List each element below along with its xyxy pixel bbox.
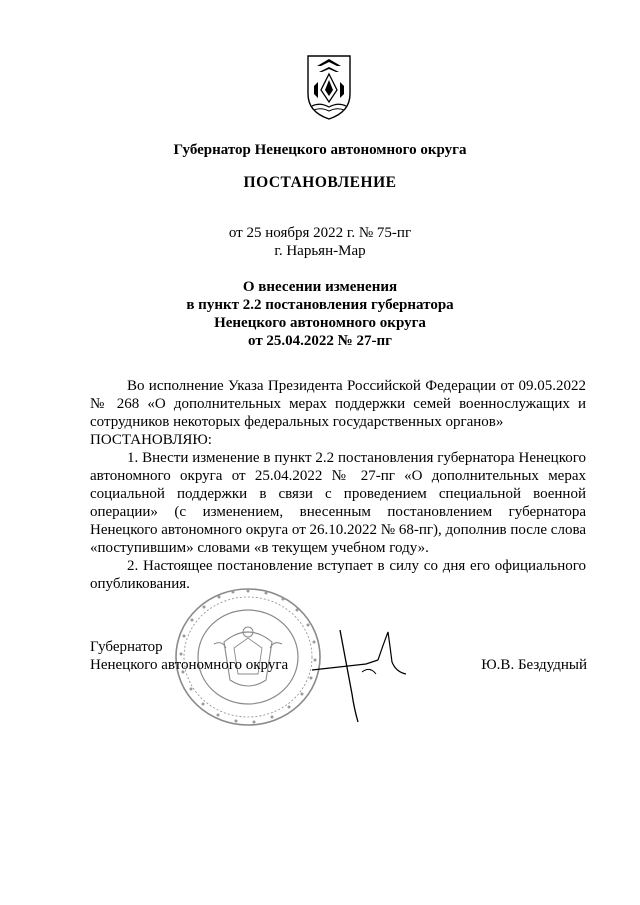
date-number: от 25 ноября 2022 г. № 75-пг [228, 225, 412, 241]
subject-line: в пункт 2.2 постановления губернатора [186, 297, 454, 313]
document-date-block [0, 224, 640, 260]
body-item-2: 2. Настоящее постановление вступает в силу со дня его официального опубликования. [90, 558, 586, 592]
body-intro: Во исполнение Указа Президента Российской Федерации от 09.05.2022 № 268 «О дополнительных мерах поддержки семей военнослужащих и сотрудников некоторых федеральных государственных органов» [90, 378, 586, 430]
document-body [90, 377, 586, 593]
subject-line: от 25.04.2022 № 27-пг [248, 333, 392, 349]
nenets-coat-of-arms-icon [304, 52, 354, 122]
city: г. Нарьян-Мар [274, 243, 366, 259]
signatory-title [90, 638, 288, 674]
signatory-title-line: Ненецкого автономного округа [90, 657, 289, 673]
subject-line: Ненецкого автономного округа [214, 315, 426, 331]
document-type: ПОСТАНОВЛЕНИЕ [243, 174, 397, 191]
subject-line: О внесении изменения [242, 279, 398, 295]
signatory-title-line: Губернатор [90, 639, 163, 655]
body-item-1: 1. Внести изменение в пункт 2.2 постановления губернатора Ненецкого автономного округа от 25.04.2022 № 27-пг «О дополнительных мерах социальной поддержки в связи с проведением специальной военной операции» (с изменением, внесенным постановлением губернатора Ненецкого автономного округа от 26.10.2022 № 68-пг), дополнив после слова «поступившим» словами «в текущем учебном году». [90, 450, 586, 556]
document-subject [0, 278, 640, 350]
handwritten-signature-icon [310, 612, 420, 732]
signatory-name: Ю.В. Бездудный [481, 657, 587, 673]
issuing-authority: Губернатор Ненецкого автономного округа [173, 142, 467, 158]
body-resolve: ПОСТАНОВЛЯЮ: [90, 432, 212, 448]
